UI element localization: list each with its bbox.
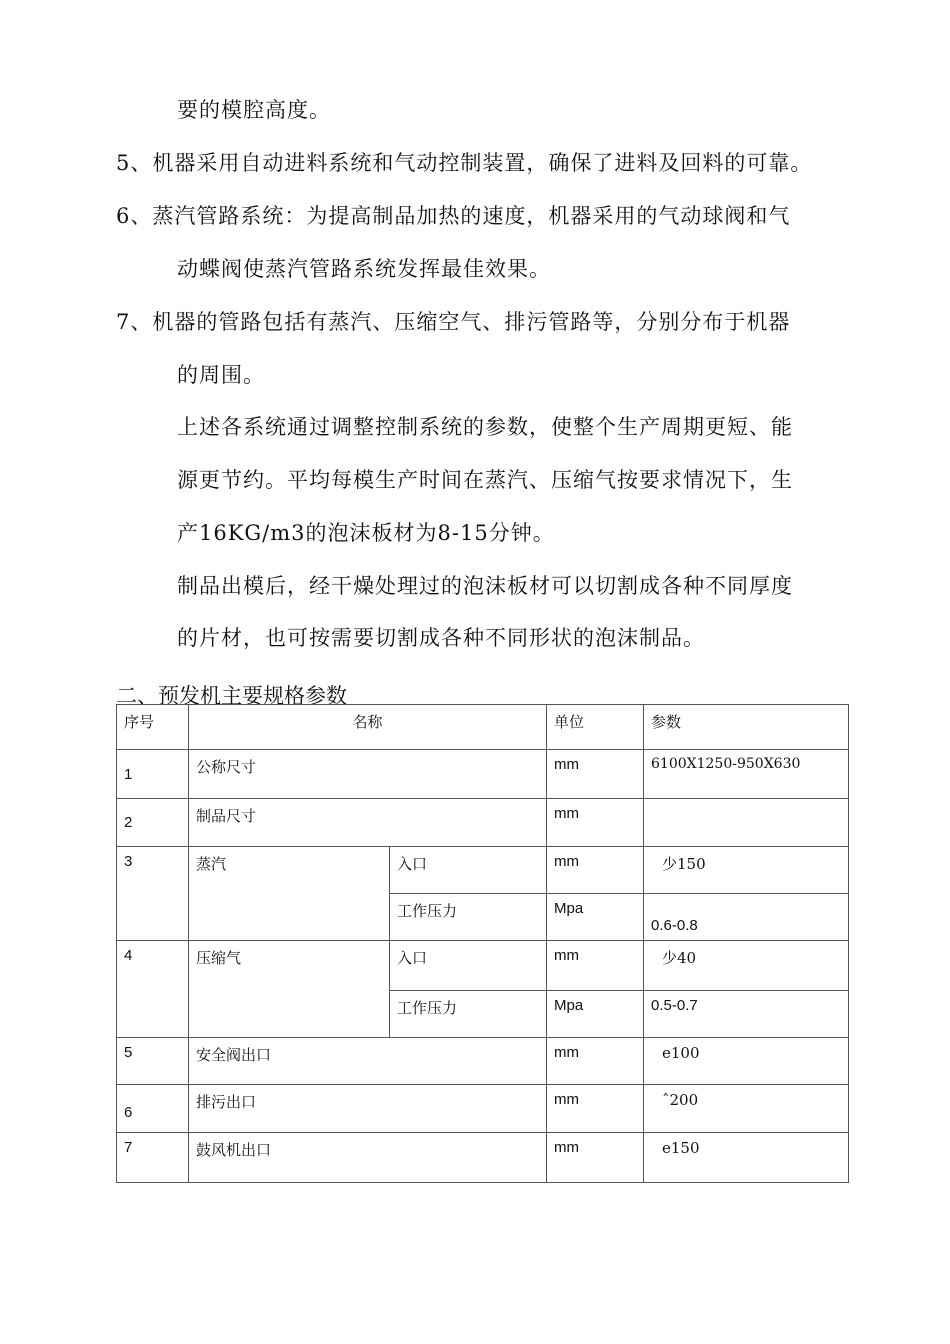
cell-param: 0.6-0.8 [644, 894, 849, 941]
cell-param: ˆ200 [644, 1085, 849, 1133]
table-row [117, 847, 849, 894]
header-param: 参数 [644, 705, 849, 750]
table-header-row [117, 705, 849, 750]
header-no: 序号 [117, 705, 189, 750]
paragraph-line: 的周围。 [177, 363, 265, 387]
cell-no: 2 [117, 799, 189, 847]
table-row [117, 1085, 849, 1133]
cell-param: 6100X1250-950X630 [644, 750, 849, 799]
cell-unit: mm [547, 1133, 644, 1183]
cell-sub-name: 工作压力 [390, 894, 547, 941]
cell-name: 鼓风机出口 [189, 1133, 547, 1183]
cell-param: e100 [644, 1038, 849, 1085]
cell-name: 蒸汽 [189, 847, 390, 941]
cell-unit: mm [547, 1038, 644, 1085]
table-row [117, 750, 849, 799]
spec-table [116, 704, 849, 1183]
paragraph-line: 上述各系统通过调整控制系统的参数，使整个生产周期更短、能 [177, 415, 793, 439]
cell-name: 压缩气 [189, 941, 390, 1038]
cell-name: 公称尺寸 [189, 750, 547, 799]
cell-unit: mm [547, 847, 644, 894]
paragraph-line: 动蝶阀使蒸汽管路系统发挥最佳效果。 [177, 257, 551, 281]
cell-unit: mm [547, 941, 644, 991]
table-row [117, 1038, 849, 1085]
cell-no: 4 [117, 941, 189, 1038]
cell-name: 制品尺寸 [189, 799, 547, 847]
cell-param: e150 [644, 1133, 849, 1183]
cell-param [644, 799, 849, 847]
paragraph-line: 要的模腔高度。 [177, 98, 331, 122]
paragraph-line: 5、机器采用自动进料系统和气动控制装置，确保了进料及回料的可靠。 [116, 151, 813, 175]
table-row [117, 941, 849, 991]
paragraph-line: 7、机器的管路包括有蒸汽、压缩空气、排污管路等，分别分布于机器 [116, 310, 791, 334]
paragraph-line: 的片材，也可按需要切割成各种不同形状的泡沫制品。 [177, 626, 705, 650]
cell-unit: Mpa [547, 991, 644, 1038]
cell-no: 7 [117, 1133, 189, 1183]
cell-no: 6 [117, 1085, 189, 1133]
table-row [117, 1133, 849, 1183]
cell-no: 1 [117, 750, 189, 799]
cell-name: 安全阀出口 [189, 1038, 547, 1085]
header-name: 名称 [189, 705, 547, 750]
table-row [117, 799, 849, 847]
paragraph-line: 源更节约。平均每模生产时间在蒸汽、压缩气按要求情况下，生 [177, 468, 793, 492]
cell-sub-name: 入口 [390, 941, 547, 991]
cell-unit: mm [547, 1085, 644, 1133]
cell-no: 5 [117, 1038, 189, 1085]
paragraph-line: 产16KG/m3的泡沫板材为8-15分钟。 [177, 521, 555, 545]
header-unit: 单位 [547, 705, 644, 750]
cell-unit: mm [547, 750, 644, 799]
cell-param: 少150 [644, 847, 849, 894]
paragraph-line: 制品出模后，经干燥处理过的泡沫板材可以切割成各种不同厚度 [177, 574, 793, 598]
cell-unit: Mpa [547, 894, 644, 941]
section-title: 二、预发机主要规格参数 [116, 684, 347, 708]
cell-no: 3 [117, 847, 189, 941]
cell-param: 少40 [644, 941, 849, 991]
cell-param: 0.5-0.7 [644, 991, 849, 1038]
cell-unit: mm [547, 799, 644, 847]
cell-sub-name: 工作压力 [390, 991, 547, 1038]
cell-sub-name: 入口 [390, 847, 547, 894]
cell-name: 排污出口 [189, 1085, 547, 1133]
paragraph-line: 6、蒸汽管路系统：为提高制品加热的速度，机器采用的气动球阀和气 [116, 204, 791, 228]
